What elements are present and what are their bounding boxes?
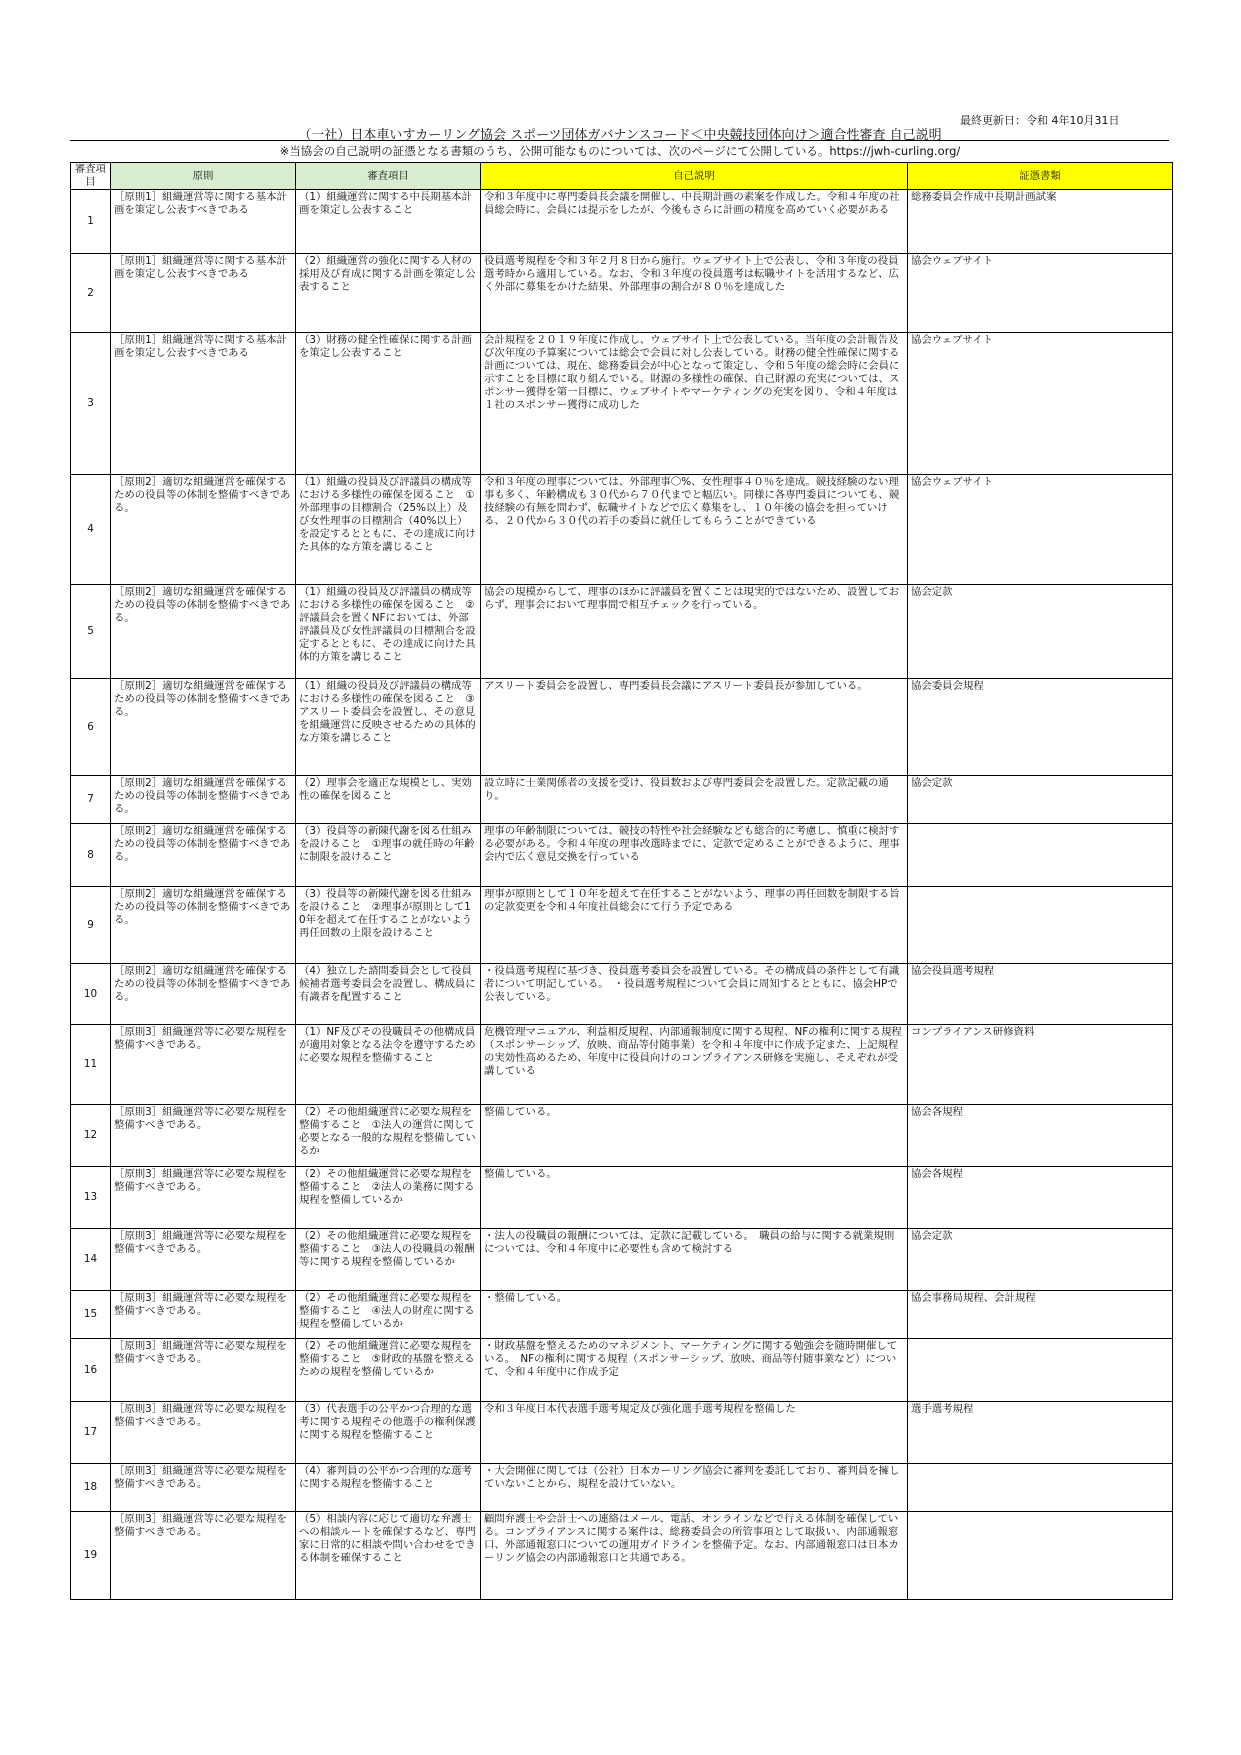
evidence-cell: 協会役員選考規程	[908, 964, 1173, 1025]
principle-cell: ［原則3］組織運営等に必要な規程を整備すべきである。	[111, 1025, 296, 1105]
table-row	[71, 776, 1173, 824]
self-explanation-cell: ・法人の役職員の報酬については、定款に記載している。 職員の給与に関する就業規則については、令和４年度中に必要性も含めて検討する	[481, 1229, 908, 1291]
self-explanation-cell: 会計規程を２０１９年度に作成し、ウェブサイト上で公表している。当年度の会計報告及び次年度の予算案については総会で会員に対し公表している。財務の健全性確保に関する計画については、現在、総務委員会が中心となって策定し、令和５年度の総会時に会員に示すことを目標に取り組んでいる。財源の多様性の確保、自己財源の充実については、スポンサー獲得を第一目標に、ウェブサイトやマーケティングの充実を図り、令和４年度は１社のスポンサー獲得に成功した	[481, 333, 908, 475]
item-cell: （1）組織の役員及び評議員の構成等における多様性の確保を図ること ③アスリート委員会を設置し、その意見を組織運営に反映させるための具体的な方策を講じること	[296, 679, 481, 776]
item-cell: （2）その他組織運営に必要な規程を整備すること ④法人の財産に関する規程を整備しているか	[296, 1291, 481, 1339]
item-cell: （2）組織運営の強化に関する人材の採用及び育成に関する計画を策定し公表すること	[296, 254, 481, 333]
row-number: 9	[71, 887, 111, 964]
item-cell: （1）組織の役員及び評議員の構成等における多様性の確保を図ること ①外部理事の目標割合（25%以上）及び女性理事の目標割合（40%以上）を設定するとともに、その達成に向けた具体的な方策を講じること	[296, 475, 481, 585]
table-row	[71, 1025, 1173, 1105]
row-number: 18	[71, 1464, 111, 1512]
table-row	[71, 824, 1173, 887]
row-number: 7	[71, 776, 111, 824]
self-explanation-cell: アスリート委員会を設置し、専門委員長会議にアスリート委員長が参加している。	[481, 679, 908, 776]
evidence-cell: コンプライアンス研修資料	[908, 1025, 1173, 1105]
page-title: （一社）日本車いすカーリング協会 スポーツ団体ガバナンスコード＜中央競技団体向け＞適合性審査 自己説明	[298, 128, 942, 143]
table-row	[71, 887, 1173, 964]
title-divider	[70, 140, 1169, 141]
principle-cell: ［原則2］適切な組織運営を確保するための役員等の体制を整備すべきである。	[111, 887, 296, 964]
header-no: 審査項目	[71, 163, 111, 190]
item-cell: （4）審判員の公平かつ合理的な選考に関する規程を整備すること	[296, 1464, 481, 1512]
row-number: 10	[71, 964, 111, 1025]
table-row	[71, 585, 1173, 679]
item-cell: （1）組織運営に関する中長期基本計画を策定し公表すること	[296, 190, 481, 254]
principle-cell: ［原則2］適切な組織運営を確保するための役員等の体制を整備すべきである。	[111, 679, 296, 776]
table-row	[71, 1402, 1173, 1464]
row-number: 14	[71, 1229, 111, 1291]
self-explanation-cell: ・財政基盤を整えるためのマネジメント、マーケティングに関する勉強会を随時開催している。 NFの権利に関する規程（スポンサーシップ、放映、商品等付随事業など）について、令和４年度中に作成予定	[481, 1339, 908, 1402]
evidence-cell: 協会定款	[908, 1229, 1173, 1291]
item-cell: （3）役員等の新陳代謝を図る仕組みを設けること ②理事が原則として10年を超えて在任することがないよう再任回数の上限を設けること	[296, 887, 481, 964]
principle-cell: ［原則2］適切な組織運営を確保するための役員等の体制を整備すべきである。	[111, 776, 296, 824]
row-number: 11	[71, 1025, 111, 1105]
principle-cell: ［原則3］組織運営等に必要な規程を整備すべきである。	[111, 1167, 296, 1229]
item-cell: （2）その他組織運営に必要な規程を整備すること ⑤財政的基盤を整えるための規程を整備しているか	[296, 1339, 481, 1402]
row-number: 13	[71, 1167, 111, 1229]
self-explanation-cell: 整備している。	[481, 1167, 908, 1229]
self-explanation-cell: 役員選考規程を令和３年２月８日から施行。ウェブサイト上で公表し、令和３年度の役員選考時から適用している。なお、令和３年度の役員選考は転職サイトを活用するなど、広く外部に募集をかけた結果、外部理事の割合が８０％を達成した	[481, 254, 908, 333]
evidence-cell: 協会事務局規程、会計規程	[908, 1291, 1173, 1339]
row-number: 17	[71, 1402, 111, 1464]
public-note: ※当協会の自己説明の証憑となる書類のうち、公開可能なものについては、次のページにて公開している。https://jwh-curling.org/	[279, 144, 961, 158]
item-cell: （2）その他組織運営に必要な規程を整備すること ①法人の運営に関して必要となる一般的な規程を整備しているか	[296, 1105, 481, 1167]
principle-cell: ［原則1］組織運営等に関する基本計画を策定し公表すべきである	[111, 190, 296, 254]
principle-cell: ［原則3］組織運営等に必要な規程を整備すべきである。	[111, 1339, 296, 1402]
evidence-cell: 協会各規程	[908, 1105, 1173, 1167]
self-explanation-cell: 協会の規模からして、理事のほかに評議員を置くことは現実的ではないため、設置しておらず、理事会において理事間で相互チェックを行っている。	[481, 585, 908, 679]
evidence-cell	[908, 1464, 1173, 1512]
evidence-cell: 協会定款	[908, 776, 1173, 824]
principle-cell: ［原則2］適切な組織運営を確保するための役員等の体制を整備すべきである。	[111, 964, 296, 1025]
evidence-cell: 協会ウェブサイト	[908, 254, 1173, 333]
self-explanation-cell: 令和３年度の理事については、外部理事〇%、女性理事４０％を達成。競技経験のない理事も多く、年齢構成も３０代から７０代までと幅広い。同様に各専門委員についても、競技経験の有無を問わず、転職サイトなどで広く募集をし、１０年後の協会を担っていける、２０代から３０代の若手の委員に就任してもらうことができている	[481, 475, 908, 585]
principle-cell: ［原則3］組織運営等に必要な規程を整備すべきである。	[111, 1229, 296, 1291]
item-cell: （1）NF及びその役職員その他構成員が適用対象となる法令を遵守するために必要な規程を整備すること	[296, 1025, 481, 1105]
row-number: 16	[71, 1339, 111, 1402]
self-explanation-cell: 令和３年度中に専門委員長会議を開催し、中長期計画の素案を作成した。令和４年度の社員総会時に、会員には提示をしたが、今後もさらに計画の精度を高めていく必要がある	[481, 190, 908, 254]
row-number: 6	[71, 679, 111, 776]
principle-cell: ［原則2］適切な組織運営を確保するための役員等の体制を整備すべきである。	[111, 475, 296, 585]
table-row	[71, 1464, 1173, 1512]
table-row	[71, 679, 1173, 776]
header-principle: 原則	[111, 163, 296, 190]
row-number: 5	[71, 585, 111, 679]
row-number: 15	[71, 1291, 111, 1339]
principle-cell: ［原則3］組織運営等に必要な規程を整備すべきである。	[111, 1464, 296, 1512]
table-row	[71, 333, 1173, 475]
self-explanation-cell: 設立時に士業関係者の支援を受け、役員数および専門委員会を設置した。定款記載の通り。	[481, 776, 908, 824]
table-row	[71, 475, 1173, 585]
item-cell: （3）財務の健全性確保に関する計画を策定し公表すること	[296, 333, 481, 475]
table-row	[71, 964, 1173, 1025]
evidence-cell	[908, 887, 1173, 964]
principle-cell: ［原則3］組織運営等に必要な規程を整備すべきである。	[111, 1512, 296, 1600]
evidence-cell: 協会各規程	[908, 1167, 1173, 1229]
self-explanation-cell: 理事が原則として１０年を超えて在任することがないよう、理事の再任回数を制限する旨の定款変更を令和４年度社員総会にて行う予定である	[481, 887, 908, 964]
evidence-cell: 協会定款	[908, 585, 1173, 679]
governance-table	[70, 162, 1173, 1600]
row-number: 4	[71, 475, 111, 585]
self-explanation-cell: 整備している。	[481, 1105, 908, 1167]
principle-cell: ［原則3］組織運営等に必要な規程を整備すべきである。	[111, 1402, 296, 1464]
principle-cell: ［原則3］組織運営等に必要な規程を整備すべきである。	[111, 1291, 296, 1339]
table-row	[71, 1512, 1173, 1600]
self-explanation-cell: 理事の年齢制限については、競技の特性や社会経験なども総合的に考慮し、慎重に検討する必要がある。令和４年度の理事改選時までに、定款で定めることができるように、理事会内で広く意見交換を行っている	[481, 824, 908, 887]
evidence-cell	[908, 1512, 1173, 1600]
item-cell: （4）独立した諮問委員会として役員候補者選考委員会を設置し、構成員に有識者を配置すること	[296, 964, 481, 1025]
principle-cell: ［原則1］組織運営等に関する基本計画を策定し公表すべきである	[111, 333, 296, 475]
item-cell: （3）役員等の新陳代謝を図る仕組みを設けること ①理事の就任時の年齢に制限を設けること	[296, 824, 481, 887]
evidence-cell	[908, 824, 1173, 887]
item-cell: （3）代表選手の公平かつ合理的な選考に関する規程その他選手の権利保護に関する規程を整備すること	[296, 1402, 481, 1464]
evidence-cell: 協会委員会規程	[908, 679, 1173, 776]
principle-cell: ［原則1］組織運営等に関する基本計画を策定し公表すべきである	[111, 254, 296, 333]
row-number: 12	[71, 1105, 111, 1167]
table-row	[71, 1229, 1173, 1291]
evidence-cell	[908, 1339, 1173, 1402]
header-self-explanation: 自己説明	[481, 163, 908, 190]
table-row	[71, 1105, 1173, 1167]
self-explanation-cell: 令和３年度日本代表選手選考規定及び強化選手選考規程を整備した	[481, 1402, 908, 1464]
row-number: 2	[71, 254, 111, 333]
table-row	[71, 1167, 1173, 1229]
item-cell: （2）その他組織運営に必要な規程を整備すること ③法人の役職員の報酬等に関する規程を整備しているか	[296, 1229, 481, 1291]
table-row	[71, 254, 1173, 333]
header-item: 審査項目	[296, 163, 481, 190]
evidence-cell: 総務委員会作成中長期計画試案	[908, 190, 1173, 254]
self-explanation-cell: 危機管理マニュアル、利益相反規程、内部通報制度に関する規程、NFの権利に関する規程（スポンサーシップ、放映、商品等付随事業）を令和４年度中に作成予定また、上記規程の実効性高めるため、年度中に役員向けのコンプライアンス研修を実施し、そえぞれが受講している	[481, 1025, 908, 1105]
table-row	[71, 190, 1173, 254]
row-number: 3	[71, 333, 111, 475]
row-number: 19	[71, 1512, 111, 1600]
row-number: 8	[71, 824, 111, 887]
principle-cell: ［原則2］適切な組織運営を確保するための役員等の体制を整備すべきである。	[111, 585, 296, 679]
self-explanation-cell: ・役員選考規程に基づき、役員選考委員会を設置している。その構成員の条件として有識者について明記している。 ・役員選考規程について会員に周知するとともに、協会HPで公表している。	[481, 964, 908, 1025]
item-cell: （2）理事会を適正な規模とし、実効性の確保を図ること	[296, 776, 481, 824]
evidence-cell: 協会ウェブサイト	[908, 333, 1173, 475]
principle-cell: ［原則2］適切な組織運営を確保するための役員等の体制を整備すべきである。	[111, 824, 296, 887]
evidence-cell: 協会ウェブサイト	[908, 475, 1173, 585]
principle-cell: ［原則3］組織運営等に必要な規程を整備すべきである。	[111, 1105, 296, 1167]
self-explanation-cell: ・大会開催に関しては（公社）日本カーリング協会に審判を委託しており、審判員を擁していないことから、規程を設けていない。	[481, 1464, 908, 1512]
item-cell: （5）相談内容に応じて適切な弁護士への相談ルートを確保するなど、専門家に日常的に相談や問い合わせをできる体制を確保すること	[296, 1512, 481, 1600]
item-cell: （1）組織の役員及び評議員の構成等における多様性の確保を図ること ②評議員会を置くNFにおいては、外部評議員及び女性評議員の目標割合を設定するとともに、その達成に向けた具体的方策を講じること	[296, 585, 481, 679]
table-row	[71, 1291, 1173, 1339]
row-number: 1	[71, 190, 111, 254]
table-row	[71, 1339, 1173, 1402]
self-explanation-cell: ・整備している。	[481, 1291, 908, 1339]
header-evidence: 証憑書類	[908, 163, 1173, 190]
self-explanation-cell: 顧問弁護士や会計士への連絡はメール、電話、オンラインなどで行える体制を確保している。コンプライアンスに関する案件は、総務委員会の所管事項として取扱い、内部通報窓口、外部通報窓口についての運用ガイドラインを整備予定。なお、内部通報窓口は日本カーリング協会の内部通報窓口と共通である。	[481, 1512, 908, 1600]
last-updated: 最終更新日：令和 4年10月31日	[960, 114, 1120, 127]
item-cell: （2）その他組織運営に必要な規程を整備すること ②法人の業務に関する規程を整備しているか	[296, 1167, 481, 1229]
evidence-cell: 選手選考規程	[908, 1402, 1173, 1464]
